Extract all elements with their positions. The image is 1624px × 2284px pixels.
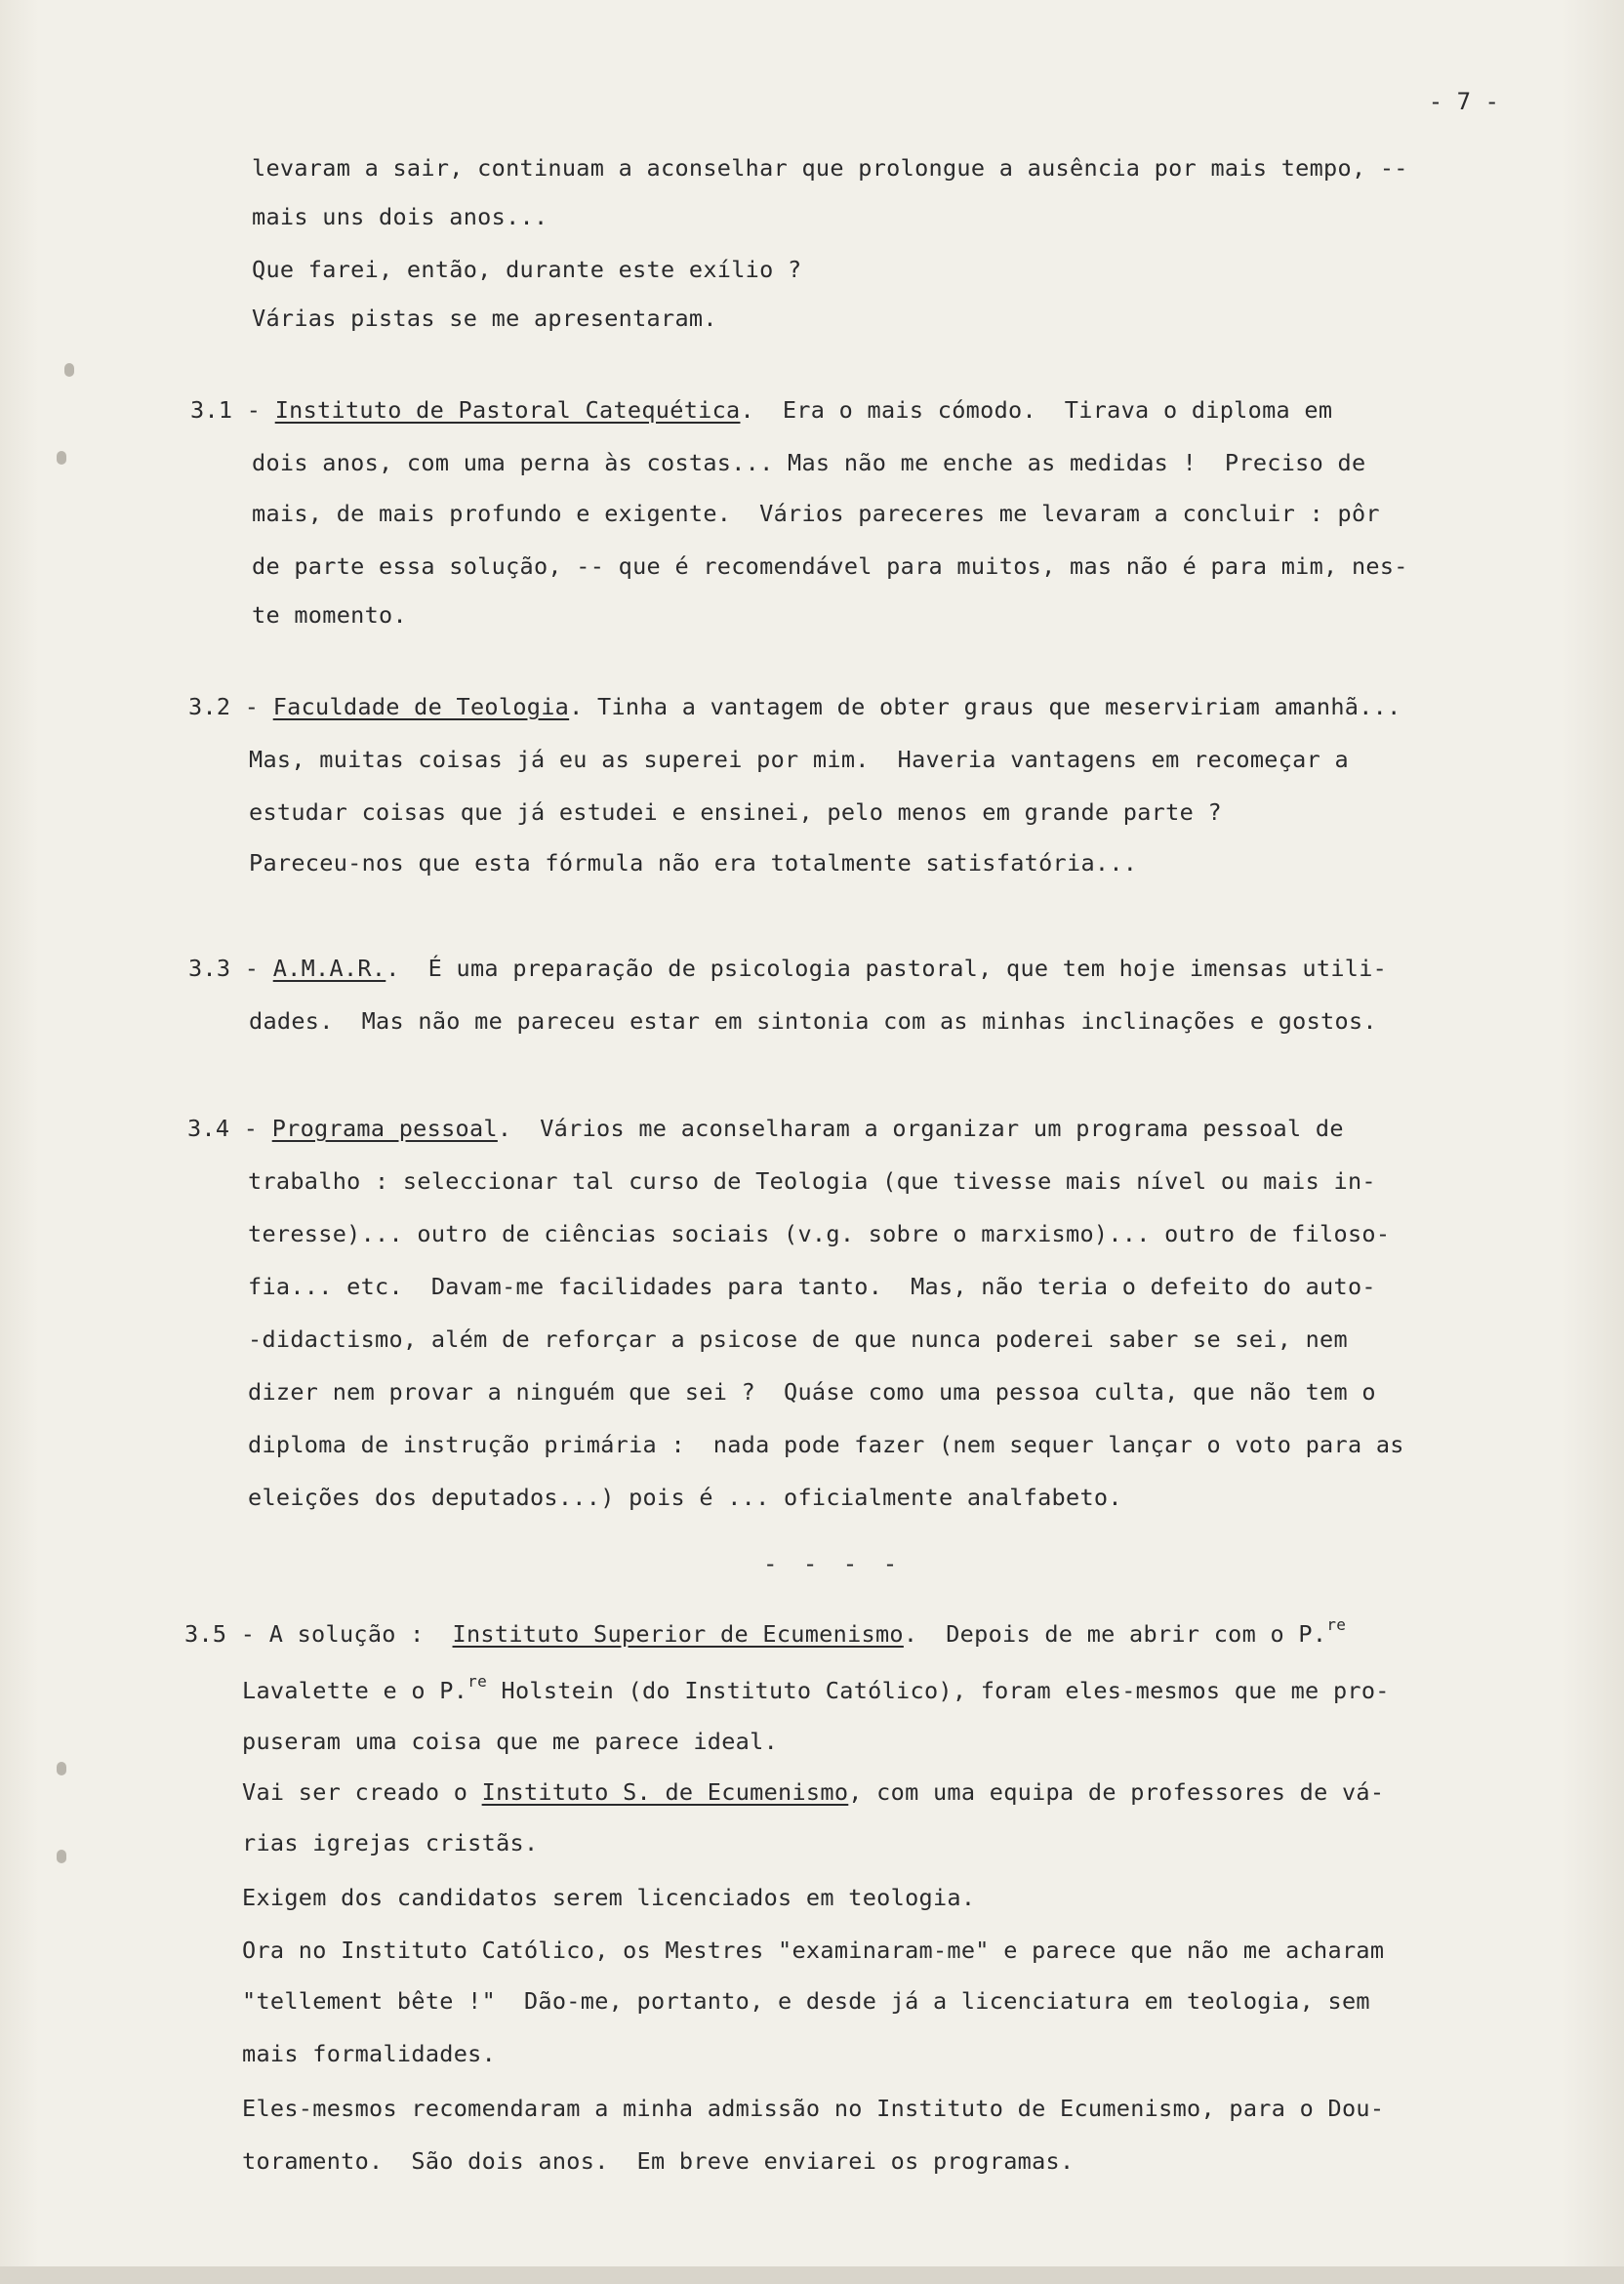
punch-hole-mark: [64, 363, 74, 377]
paragraph-line: de parte essa solução, -- que é recomendável para muitos, mas não é para mim, nes-: [252, 552, 1408, 580]
section-3-1-first-line: [190, 396, 1332, 424]
paragraph-line: trabalho : seleccionar tal curso de Teologia (que tivesse mais nível ou mais in-: [248, 1167, 1376, 1195]
paragraph-line: mais formalidades.: [242, 2040, 497, 2067]
page-bottom-edge: [0, 2266, 1624, 2284]
paragraph-line: Ora no Instituto Católico, os Mestres "examinaram-me" e parece que não me acharam: [242, 1937, 1385, 1964]
section-text: Lavalette e o P.: [242, 1677, 468, 1704]
paragraph-line: [242, 1778, 1384, 1806]
section-text: Holstein (do Instituto Católico), foram eles-mesmos que me pro-: [487, 1677, 1390, 1704]
section-separator: - - - -: [763, 1550, 904, 1577]
institute-name: Instituto S. de Ecumenismo: [481, 1778, 849, 1806]
paragraph-line: -didactismo, além de reforçar a psicose de que nunca poderei saber se sei, nem: [248, 1326, 1348, 1353]
paragraph-line: Que farei, então, durante este exílio ?: [252, 256, 802, 283]
paragraph-line: levaram a sair, continuam a aconselhar que prolongue a ausência por mais tempo, --: [252, 154, 1408, 182]
paragraph-line: Pareceu-nos que esta fórmula não era totalmente satisfatória...: [249, 849, 1138, 877]
superscript: re: [1326, 1615, 1347, 1634]
section-text: . É uma preparação de psicologia pastoral, que tem hoje imensas utili-: [386, 955, 1388, 982]
paragraph-line: puseram uma coisa que me parece ideal.: [242, 1728, 779, 1755]
punch-hole-mark: [57, 451, 66, 465]
paragraph-line: "tellement bête !" Dão-me, portanto, e desde já a licenciatura em teologia, sem: [242, 1987, 1370, 2015]
paragraph-line: teresse)... outro de ciências sociais (v.g. sobre o marxismo)... outro de filoso-: [248, 1220, 1391, 1247]
paragraph-line: dois anos, com uma perna às costas... Mas não me enche as medidas ! Preciso de: [252, 449, 1366, 476]
punch-hole-mark: [57, 1762, 66, 1775]
section-text: . Depois de me abrir com o P.: [903, 1620, 1327, 1648]
paragraph-line: mais uns dois anos...: [252, 203, 548, 230]
paragraph-line: rias igrejas cristãs.: [242, 1829, 539, 1856]
section-text: , com uma equipa de professores de vá-: [848, 1778, 1385, 1806]
section-3-4-first-line: [187, 1115, 1344, 1142]
section-number: 3.3 -: [188, 955, 260, 982]
section-number: 3.4 -: [187, 1115, 259, 1142]
superscript: re: [467, 1672, 488, 1691]
paragraph-line: te momento.: [252, 601, 407, 629]
paragraph-line: toramento. São dois anos. Em breve enviarei os programas.: [242, 2147, 1075, 2175]
paragraph-line: eleições dos deputados...) pois é ... oficialmente analfabeto.: [248, 1484, 1122, 1511]
page-number: - 7 -: [1428, 88, 1499, 115]
paragraph-line: Eles-mesmos recomendaram a minha admissão no Instituto de Ecumenismo, para o Dou-: [242, 2095, 1385, 2122]
section-text: Vai ser creado o: [242, 1778, 482, 1806]
section-text: A solução :: [268, 1620, 453, 1648]
section-text: . Era o mais cómodo. Tirava o diploma em: [740, 396, 1333, 424]
section-3-5-first-line: [184, 1615, 1347, 1648]
paragraph-line: Exigem dos candidatos serem licenciados em teologia.: [242, 1884, 976, 1911]
section-heading: Instituto de Pastoral Catequética: [274, 396, 741, 424]
section-3-2-first-line: [188, 693, 1401, 720]
paragraph-line: fia... etc. Davam-me facilidades para tanto. Mas, não teria o defeito do auto-: [248, 1273, 1376, 1300]
paragraph-line: Mas, muitas coisas já eu as superei por mim. Haveria vantagens em recomeçar a: [249, 746, 1349, 773]
paragraph-line: dades. Mas não me pareceu estar em sintonia com as minhas inclinações e gostos.: [249, 1007, 1377, 1035]
section-heading: Instituto Superior de Ecumenismo: [452, 1620, 904, 1648]
section-number: 3.1 -: [190, 396, 262, 424]
section-3-3-first-line: [188, 955, 1387, 982]
paragraph-line: [242, 1672, 1390, 1704]
section-number: 3.2 -: [188, 693, 260, 720]
paragraph-line: estudar coisas que já estudei e ensinei, pelo menos em grande parte ?: [249, 798, 1222, 826]
paragraph-line: mais, de mais profundo e exigente. Vários pareceres me levaram a concluir : pôr: [252, 500, 1380, 527]
paragraph-line: dizer nem provar a ninguém que sei ? Quáse como uma pessoa culta, que não tem o: [248, 1378, 1376, 1406]
section-heading: Faculdade de Teologia: [272, 693, 570, 720]
paragraph-line: diploma de instrução primária : nada pode fazer (nem sequer lançar o voto para as: [248, 1431, 1404, 1458]
section-text: . Vários me aconselharam a organizar um programa pessoal de: [497, 1115, 1344, 1142]
punch-hole-mark: [57, 1850, 66, 1863]
section-text: . Tinha a vantagem de obter graus que meserviriam amanhã...: [569, 693, 1401, 720]
section-heading: A.M.A.R.: [272, 955, 386, 982]
section-heading: Programa pessoal: [271, 1115, 498, 1142]
section-number: 3.5 -: [184, 1620, 256, 1648]
paragraph-line: Várias pistas se me apresentaram.: [252, 305, 717, 332]
